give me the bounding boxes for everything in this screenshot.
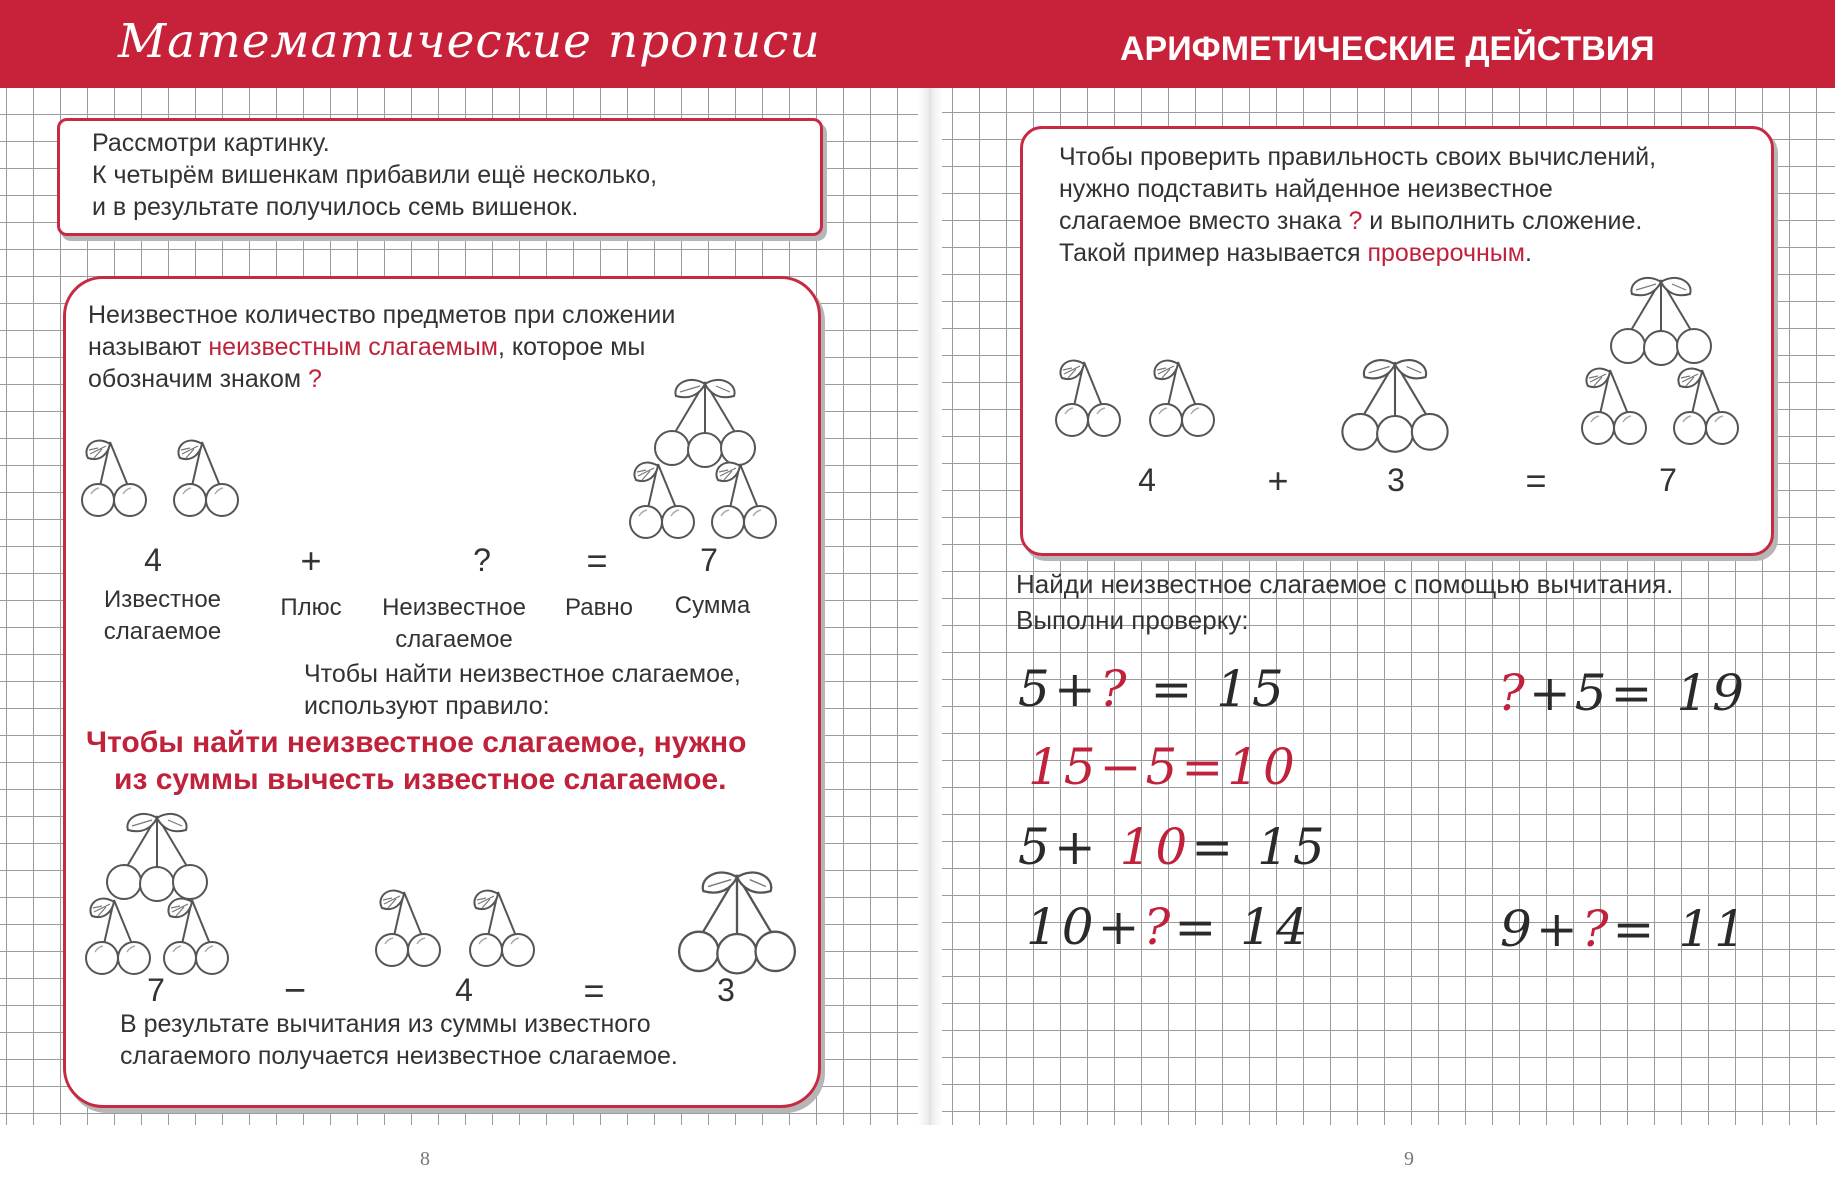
cherry-group-3-check [1330,356,1460,456]
exercise-1: 5+? = 15 [1018,660,1288,718]
label-plus: Плюс [280,594,342,621]
rule-text: Чтобы найти неизвестное слагаемое, нужно из суммы вычесть известное слагаемое. [86,726,747,796]
conclusion: В результате вычитания из суммы известного слагаемого получается неизвестное слагаемое. [120,1010,678,1070]
eq-right-c: 7 [1659,462,1677,498]
eq-right-op: + [1267,460,1289,501]
right-page-title: АРИФМЕТИЧЕСКИЕ ДЕЙСТВИЯ [1120,30,1655,68]
intro-box [57,118,823,236]
book-spine [918,0,942,1125]
cherry-group-4-sub [372,884,562,974]
exercise-4: 9+?= 11 [1500,900,1750,958]
left-page-header [0,0,930,88]
eq-right-a: 4 [1138,462,1156,498]
intro-line-3: и в результате получилось семь вишенок. [92,193,579,221]
eq-left-op: + [300,540,322,581]
sub-op: − [283,970,307,1012]
question-sign: ? [308,365,322,393]
cherry-group-7-check [1578,274,1758,454]
check-line-1: Чтобы проверить правильность своих вычислений, [1059,143,1657,171]
term-check-example: проверочным [1367,239,1525,267]
check-line-2: нужно подставить найденное неизвестное [1059,175,1553,203]
check-row: 5+ 10= 15 [1018,818,1329,876]
cherry-group-7 [626,376,796,546]
sub-b: 4 [455,972,473,1008]
definition-line-2: называют неизвестным слагаемым, которое мы [88,333,646,361]
page-number-left: 8 [420,1148,430,1170]
sub-eq: = [583,970,605,1011]
eq-left-eq: = [586,540,608,581]
check-line-3: слагаемое вместо знака ? и выполнить сложение. [1059,207,1643,235]
label-known-addend: Известное слагаемое [103,586,222,645]
cherry-group-4 [78,434,268,524]
solution-row: 15−5=10 [1028,738,1299,796]
eq-left-c: 7 [700,542,718,578]
exercise-2: ?+5= 19 [1498,664,1748,722]
term-unknown-addend: неизвестным слагаемым [208,333,498,361]
eq-left-b: ? [473,542,491,578]
label-unknown-addend: Неизвестное слагаемое [382,594,526,653]
intro-line-2: К четырём вишенкам прибавили ещё несколько, [92,161,658,189]
sub-a: 7 [147,972,165,1008]
sub-c: 3 [717,972,735,1008]
cherry-group-4-check [1052,354,1242,446]
definition-line-1: Неизвестное количество предметов при сложении [88,301,676,329]
rule-intro: Чтобы найти неизвестное слагаемое, используют правило: [304,660,741,720]
label-sum: Сумма [674,592,751,619]
label-equals: Равно [565,594,633,621]
eq-right-b: 3 [1387,462,1405,498]
eq-right-eq: = [1525,460,1547,501]
cherry-group-3-sub [662,868,812,978]
cherry-group-7-sub [82,810,252,980]
exercise-3: 10+?= 14 [1026,898,1312,956]
page-number-right: 9 [1404,1148,1414,1170]
definition-line-3: обозначим знаком ? [88,365,322,393]
task-instructions: Найди неизвестное слагаемое с помощью вычитания. Выполни проверку: [1016,569,1674,635]
eq-left-a: 4 [144,542,162,578]
check-line-4: Такой пример называется проверочным. [1059,239,1532,267]
right-page-header [930,0,1835,88]
left-page-title: Математические прописи [118,14,821,69]
intro-line-1: Рассмотри картинку. [92,129,330,157]
